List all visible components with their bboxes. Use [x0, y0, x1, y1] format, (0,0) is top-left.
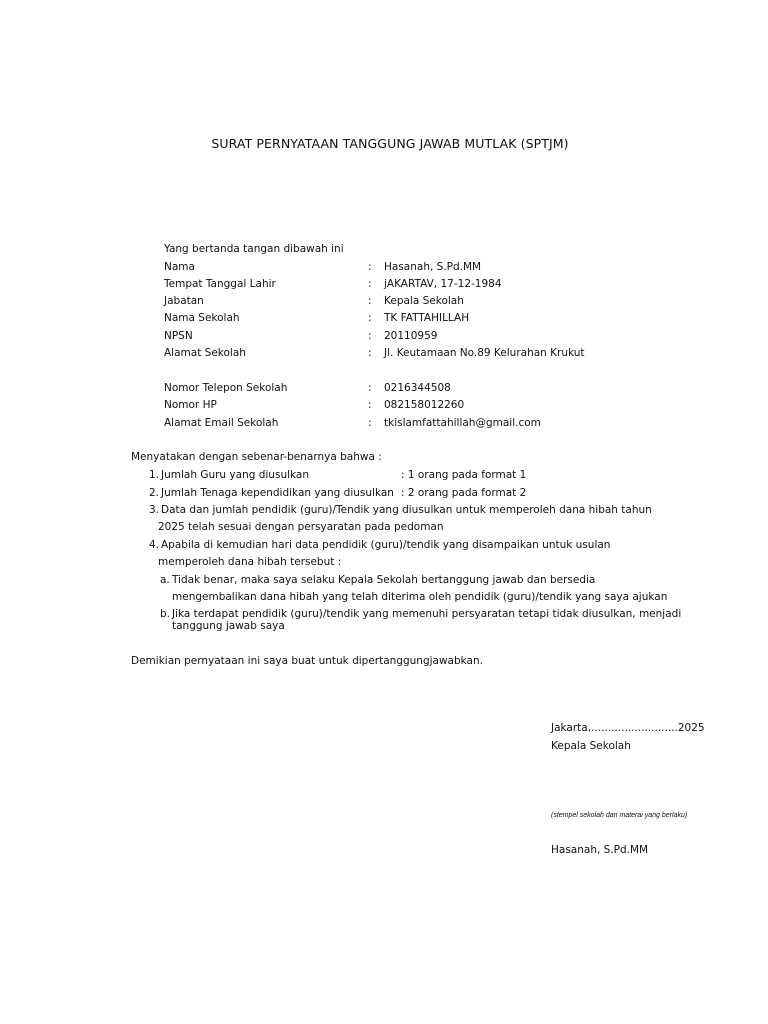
item-number: 2. — [149, 487, 160, 499]
item-text: Data dan jumlah pendidik (guru)/Tendik yang diusulkan untuk memperoleh dana hibah tahun — [161, 504, 652, 516]
field-label-nama: Nama — [164, 261, 195, 273]
item-text-continued: 2025 telah sesuai dengan persyaratan pada pedoman — [158, 521, 444, 533]
field-label-jabatan: Jabatan — [164, 295, 204, 307]
field-label-npsn: NPSN — [164, 330, 193, 342]
document-title: SURAT PERNYATAAN TANGGUNG JAWAB MUTLAK (SPTJM) — [211, 136, 569, 151]
item-number: 1. — [149, 469, 160, 481]
item-text-continued: memperoleh dana hibah tersebut : — [158, 556, 342, 568]
field-separator: : — [368, 399, 372, 411]
field-label-alamat: Alamat Sekolah — [164, 347, 246, 359]
field-value-jabatan: Kepala Sekolah — [384, 295, 464, 307]
field-separator: : — [368, 261, 372, 273]
field-label-email: Alamat Email Sekolah — [164, 417, 279, 429]
intro-text: Yang bertanda tangan dibawah ini — [164, 243, 344, 255]
place-date: Jakarta,..........................2025 — [551, 722, 705, 734]
item-text: Apabila di kemudian hari data pendidik (guru)/tendik yang disampaikan untuk usulan — [161, 539, 611, 551]
sub-item-letter: a. — [160, 574, 170, 586]
closing-text: Demikian pernyataan ini saya buat untuk dipertanggungjawabkan. — [131, 655, 483, 667]
sub-item-letter: b. — [160, 608, 171, 620]
field-separator: : — [368, 295, 372, 307]
field-value-npsn: 20110959 — [384, 330, 438, 342]
field-label-telepon: Nomor Telepon Sekolah — [164, 382, 288, 394]
sub-item-text-continued: tanggung jawab saya — [172, 620, 285, 632]
item-text: Jumlah Guru yang diusulkan — [161, 469, 309, 481]
field-label-ttl: Tempat Tanggal Lahir — [164, 278, 276, 290]
item-number: 4. — [149, 539, 160, 551]
field-separator: : — [368, 382, 372, 394]
field-value-nama: Hasanah, S.Pd.MM — [384, 261, 482, 273]
field-value-nama-sekolah: TK FATTAHILLAH — [384, 312, 470, 324]
sub-item-text: Jika terdapat pendidik (guru)/tendik yang memenuhi persyaratan tetapi tidak diusulkan, menjadi — [172, 608, 682, 620]
field-separator: : — [368, 330, 372, 342]
field-separator: : — [368, 417, 372, 429]
field-separator: : — [368, 347, 372, 359]
item-number: 3. — [149, 504, 160, 516]
stamp-note: (stempel sekolah dan materai yang berlaku) — [551, 812, 688, 819]
field-label-hp: Nomor HP — [164, 399, 217, 411]
field-value-alamat: Jl. Keutamaan No.89 Kelurahan Krukut — [384, 347, 585, 359]
field-value-email: tkislamfattahillah@gmail.com — [384, 417, 541, 429]
item-value: : 2 orang pada format 2 — [401, 487, 527, 499]
item-value: : 1 orang pada format 1 — [401, 469, 527, 481]
field-value-telepon: 0216344508 — [384, 382, 451, 394]
field-value-ttl: jAKARTAV, 17-12-1984 — [384, 278, 502, 290]
sub-item-text: Tidak benar, maka saya selaku Kepala Sekolah bertanggung jawab dan bersedia — [172, 574, 596, 586]
signer-position: Kepala Sekolah — [551, 740, 631, 752]
field-separator: : — [368, 312, 372, 324]
field-label-nama-sekolah: Nama Sekolah — [164, 312, 240, 324]
signer-name: Hasanah, S.Pd.MM — [551, 844, 649, 856]
field-value-hp: 082158012260 — [384, 399, 465, 411]
statement-intro: Menyatakan dengan sebenar-benarnya bahwa : — [131, 451, 382, 463]
sub-item-text-continued: mengembalikan dana hibah yang telah diterima oleh pendidik (guru)/tendik yang saya ajukan — [172, 591, 668, 603]
item-text: Jumlah Tenaga kependidikan yang diusulkan — [161, 487, 394, 499]
field-separator: : — [368, 278, 372, 290]
